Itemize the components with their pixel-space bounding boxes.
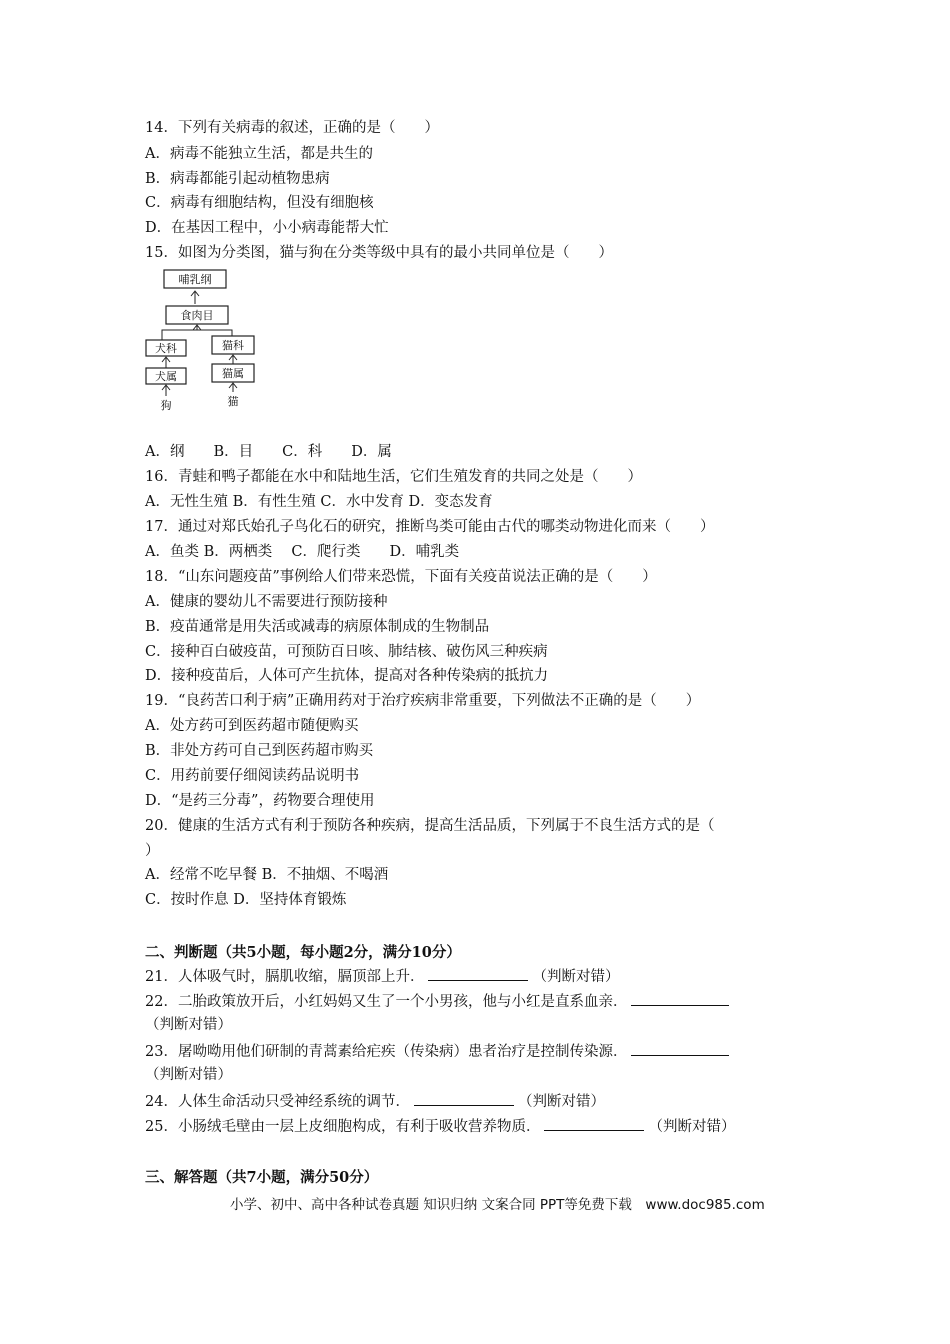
- class-label: 哺乳纲: [178, 273, 212, 286]
- q25: [145, 1116, 735, 1136]
- q14-option-c: C．病毒有细胞结构，但没有细胞核: [145, 195, 374, 211]
- q16-options: A．无性生殖 B．有性生殖 C．水中发育 D．变态发育: [145, 494, 493, 510]
- family-cat-label: 猫科: [222, 339, 244, 352]
- q15-options: A．纲 B．目 C．科 D．属: [145, 444, 392, 460]
- arrow-up-icon: [191, 291, 199, 304]
- q19-option-b: B．非处方药可自己到医药超市购买: [145, 743, 374, 759]
- q24-suffix: （判断对错）: [517, 1094, 605, 1110]
- q22: [145, 991, 733, 1011]
- q23-answer-blank[interactable]: [631, 1041, 729, 1056]
- q14-option-d: D．在基因工程中，小小病毒能帮大忙: [145, 220, 389, 236]
- q24-text: 24．人体生命活动只受神经系统的调节．: [145, 1094, 410, 1110]
- q21: [145, 966, 619, 986]
- arrow-up-icon: [162, 357, 170, 368]
- q21-answer-blank[interactable]: [428, 966, 528, 981]
- q22-suffix: （判断对错）: [145, 1017, 232, 1033]
- genus-dog-label: 犬属: [155, 370, 177, 383]
- q18-option-a: A．健康的婴幼儿不需要进行预防接种: [145, 594, 388, 610]
- arrow-up-icon: [162, 385, 170, 396]
- q19-option-d: D．“是药三分毒”，药物要合理使用: [145, 793, 375, 809]
- q22-answer-blank[interactable]: [631, 991, 729, 1006]
- section2-title: 二、判断题（共5小题，每小题2分，满分10分）: [145, 944, 461, 961]
- classification-diagram: [140, 268, 260, 418]
- arrow-up-icon: [229, 383, 237, 392]
- q20-options-1: A．经常不吃早餐 B．不抽烟、不喝酒: [145, 867, 389, 883]
- q18-option-b: B．疫苗通常是用失活或减毒的病原体制成的生物制品: [145, 619, 490, 635]
- q25-suffix: （判断对错）: [648, 1119, 736, 1135]
- q18-stem: 18．“山东问题疫苗”事例给人们带来恐慌，下面有关疫苗说法正确的是（ ）: [145, 569, 657, 585]
- family-dog-label: 犬科: [155, 342, 177, 355]
- arrow-up-icon: [229, 355, 237, 364]
- q24-answer-blank[interactable]: [414, 1091, 514, 1106]
- q25-text: 25．小肠绒毛壁由一层上皮细胞构成，有利于吸收营养物质．: [145, 1119, 541, 1135]
- genus-cat-label: 猫属: [222, 367, 244, 380]
- q16-stem: 16．青蛙和鸭子都能在水中和陆地生活，它们生殖发育的共同之处是（ ）: [145, 469, 642, 485]
- q20-stem: 20．健康的生活方式有利于预防各种疾病，提高生活品质，下列属于不良生活方式的是（: [145, 818, 715, 834]
- q17-stem: 17．通过对郑氏始孔子鸟化石的研究，推断鸟类可能由古代的哪类动物进化而来（ ）: [145, 519, 715, 535]
- q15-stem: 15．如图为分类图，猫与狗在分类等级中具有的最小共同单位是（ ）: [145, 245, 613, 261]
- order-label: 食肉目: [180, 309, 214, 322]
- q20-stem-cont: ）: [145, 843, 160, 859]
- animal-cat-label: 猫: [227, 395, 239, 408]
- q24: [145, 1091, 605, 1111]
- q19-stem: 19．“良药苦口利于病”正确用药对于治疗疾病非常重要，下列做法不正确的是（ ）: [145, 693, 701, 709]
- q20-options-2: C．按时作息 D．坚持体育锻炼: [145, 892, 347, 908]
- q17-options: A．鱼类 B．两栖类 C．爬行类 D．哺乳类: [145, 544, 460, 560]
- q21-text: 21．人体吸气时，膈肌收缩，膈顶部上升．: [145, 969, 425, 985]
- q14-option-a: A．病毒不能独立生活，都是共生的: [145, 146, 373, 162]
- q19-option-c: C．用药前要仔细阅读药品说明书: [145, 768, 360, 784]
- q23-text: 23．屠呦呦用他们研制的青蒿素给疟疾（传染病）患者治疗是控制传染源．: [145, 1044, 628, 1060]
- q19-option-a: A．处方药可到医药超市随便购买: [145, 718, 359, 734]
- q22-text: 22．二胎政策放开后，小红妈妈又生了一个小男孩，他与小红是直系血亲．: [145, 994, 628, 1010]
- q23: [145, 1041, 733, 1061]
- q14-option-b: B．病毒都能引起动植物患病: [145, 171, 330, 187]
- q21-suffix: （判断对错）: [532, 969, 620, 985]
- animal-dog-label: 狗: [160, 399, 172, 412]
- section3-title: 三、解答题（共7小题，满分50分）: [145, 1169, 379, 1186]
- q14-stem: 14．下列有关病毒的叙述，正确的是（ ）: [145, 120, 439, 136]
- page-footer: 小学、初中、高中各种试卷真题 知识归纳 文案合同 PPT等免费下载 www.doc985.com: [230, 1197, 765, 1213]
- q18-option-d: D．接种疫苗后，人体可产生抗体，提高对各种传染病的抵抗力: [145, 668, 549, 684]
- q23-suffix: （判断对错）: [145, 1067, 232, 1083]
- q25-answer-blank[interactable]: [544, 1116, 644, 1131]
- q18-option-c: C．接种百白破疫苗，可预防百日咳、肺结核、破伤风三种疾病: [145, 644, 548, 660]
